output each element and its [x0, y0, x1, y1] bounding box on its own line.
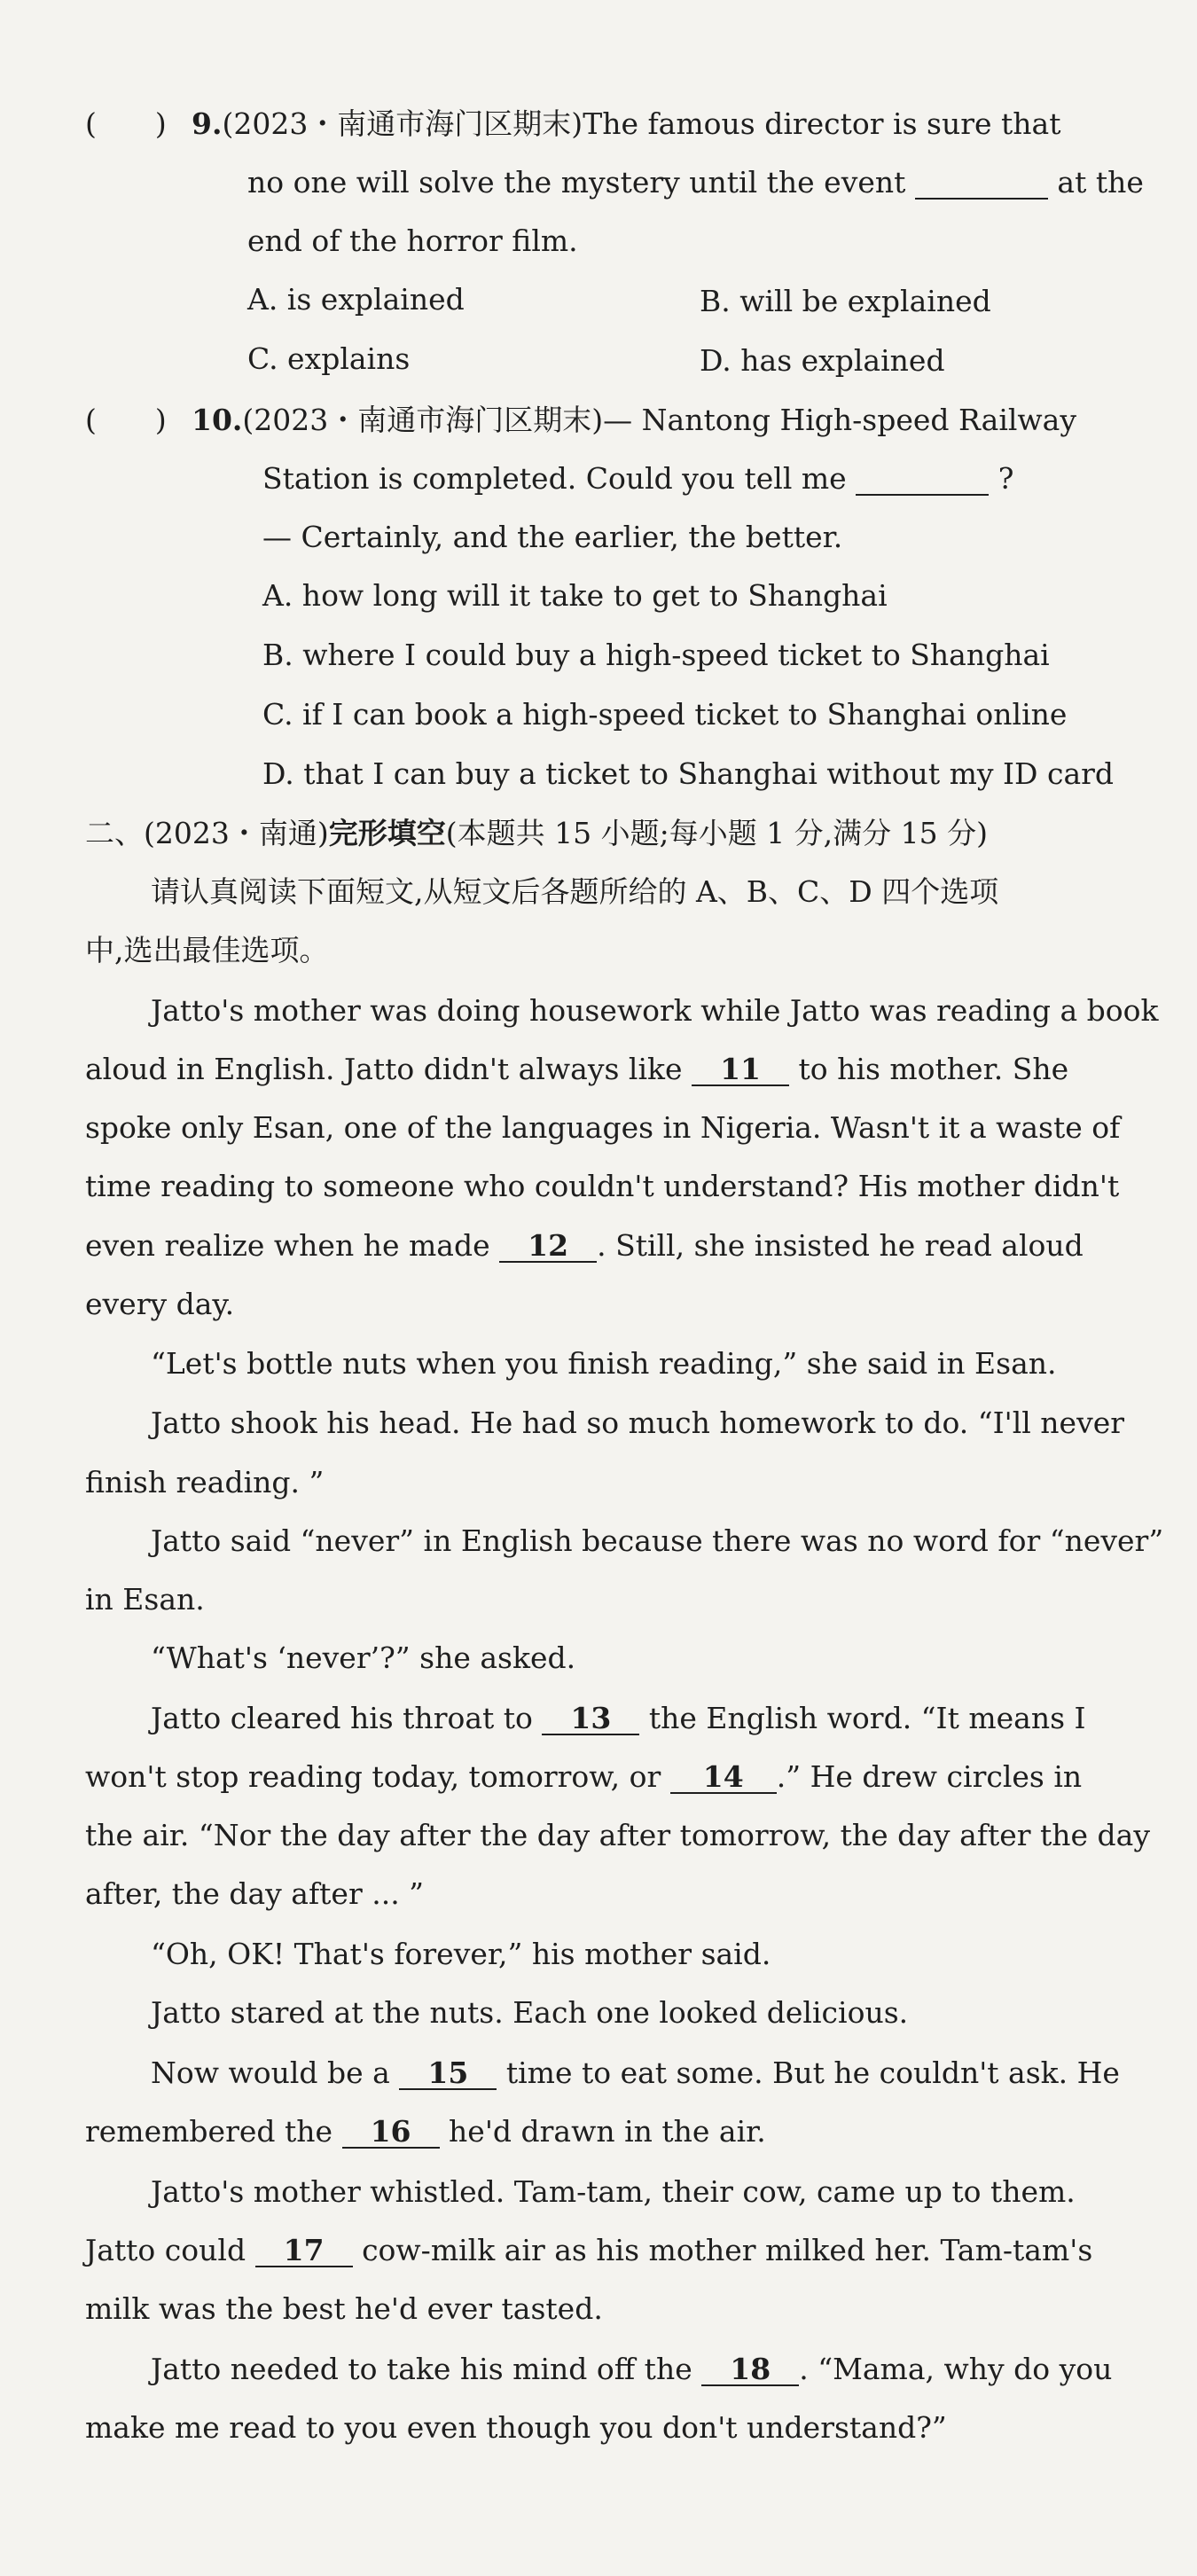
section-note: (本题共 15 小题;每小题 1 分,满分 15 分)	[445, 816, 989, 850]
question-text: The famous director is sure that	[583, 106, 1061, 141]
passage-line: milk was the best he'd ever tasted.	[85, 2291, 603, 2326]
q9-line2	[247, 163, 1144, 202]
q10-option-d: D. that I can buy a ticket to Shanghai without my ID card	[262, 756, 1115, 791]
q10-line2	[262, 459, 1013, 498]
passage-line: in Esan.	[85, 1582, 205, 1617]
passage-text: remembered the	[85, 2114, 333, 2149]
passage-text: even realize when he made	[85, 1228, 490, 1263]
blank-13[interactable]: 13	[542, 1703, 639, 1735]
question-text: end of the horror film.	[247, 223, 578, 258]
passage-text: to his mother. She	[798, 1052, 1069, 1086]
blank-14[interactable]: 14	[670, 1762, 777, 1794]
passage-line: every day.	[85, 1287, 235, 1321]
passage-text: time to eat some. But he couldn't ask. He	[505, 2055, 1120, 2090]
passage-text: Now would be a	[151, 2055, 390, 2090]
section-instruction-1: 请认真阅读下面短文,从短文后各题所给的 A、B、C、D 四个选项	[151, 874, 999, 909]
q9-line3	[247, 222, 578, 261]
passage-line	[151, 2350, 1112, 2389]
passage-line	[85, 2231, 1092, 2270]
passage-line	[85, 1226, 1084, 1265]
passage-line: the air. “Nor the day after the day after tomorrow, the day after the day	[85, 1818, 1150, 1852]
passage-text: . “Mama, why do you	[799, 2352, 1113, 2386]
answer-parentheses: ( )	[85, 403, 167, 437]
question-number: 10.	[192, 403, 243, 437]
passage-text: aloud in English. Jatto didn't always like	[85, 1052, 683, 1086]
blank-16[interactable]: 16	[342, 2117, 440, 2149]
q9-option-c: C. explains	[247, 341, 411, 376]
blank-11[interactable]: 11	[692, 1054, 789, 1086]
passage-line	[151, 1699, 1086, 1738]
passage-text: Jatto needed to take his mind off the	[151, 2352, 692, 2386]
passage-line: “What's ‘never’?” she asked.	[151, 1640, 576, 1675]
passage-text: the English word. “It means I	[648, 1701, 1086, 1735]
passage-line	[85, 1050, 1068, 1089]
question-source: (2023・南通市海门区期末)	[242, 403, 604, 437]
q9-option-d: D. has explained	[700, 343, 945, 378]
blank-18[interactable]: 18	[701, 2354, 799, 2386]
q9-option-b: B. will be explained	[700, 284, 991, 318]
passage-line	[85, 2112, 766, 2151]
passage-line	[85, 1758, 1082, 1797]
passage-line: Jatto's mother was doing housework while Jatto was reading a book	[151, 993, 1159, 1028]
passage-text: cow-milk air as his mother milked her. Tam-tam's	[362, 2233, 1093, 2267]
q10-option-a: A. how long will it take to get to Shanghai	[262, 578, 888, 613]
q9-option-a: A. is explained	[247, 282, 465, 317]
question-text: no one will solve the mystery until the event	[247, 165, 906, 200]
question-number: 9.	[192, 106, 223, 141]
passage-text: . Still, she insisted he read aloud	[597, 1228, 1084, 1263]
section-heading	[85, 814, 988, 853]
answer-blank[interactable]	[856, 464, 989, 496]
question-text: at the	[1057, 165, 1144, 200]
section-title: 完形填空	[328, 816, 446, 850]
answer-parentheses: ( )	[85, 106, 167, 141]
section-instruction-2: 中,选出最佳选项。	[85, 933, 329, 967]
section-prefix: 二、(2023・南通)	[85, 816, 329, 850]
question-text: — Nantong High-speed Railway	[603, 403, 1076, 437]
blank-17[interactable]: 17	[255, 2235, 353, 2267]
passage-line: make me read to you even though you don't understand?”	[85, 2410, 947, 2445]
passage-text: he'd drawn in the air.	[449, 2114, 766, 2149]
passage-line: Jatto said “never” in English because there was no word for “never”	[151, 1523, 1164, 1558]
passage-line: Jatto stared at the nuts. Each one looked delicious.	[151, 1995, 909, 2030]
passage-line: Jatto's mother whistled. Tam-tam, their cow, came up to them.	[151, 2174, 1076, 2209]
passage-line: after, the day after ... ”	[85, 1876, 425, 1911]
question-source: (2023・南通市海门区期末)	[222, 106, 583, 141]
q10-option-c: C. if I can book a high-speed ticket to Shanghai online	[262, 697, 1068, 732]
passage-text: Jatto cleared his throat to	[151, 1701, 533, 1735]
blank-15[interactable]: 15	[399, 2058, 497, 2090]
passage-line: “Let's bottle nuts when you finish reading,” she said in Esan.	[151, 1346, 1057, 1381]
q9-line1	[85, 105, 1060, 144]
passage-line: spoke only Esan, one of the languages in Nigeria. Wasn't it a waste of	[85, 1110, 1121, 1145]
question-text: ?	[998, 461, 1014, 496]
passage-text: won't stop reading today, tomorrow, or	[85, 1759, 661, 1794]
question-text: Station is completed. Could you tell me	[262, 461, 847, 496]
passage-line: Jatto shook his head. He had so much homework to do. “I'll never	[151, 1405, 1125, 1440]
passage-line: time reading to someone who couldn't understand? His mother didn't	[85, 1169, 1120, 1203]
passage-text: Jatto could	[85, 2233, 246, 2267]
passage-text: .” He drew circles in	[776, 1759, 1083, 1794]
passage-line	[151, 2054, 1120, 2093]
answer-blank[interactable]	[915, 168, 1048, 200]
q10-line3: — Certainly, and the earlier, the better.	[262, 520, 843, 554]
passage-line: finish reading. ”	[85, 1465, 325, 1499]
passage-line: “Oh, OK! That's forever,” his mother said.	[151, 1937, 771, 1971]
blank-12[interactable]: 12	[499, 1231, 597, 1263]
q10-line1	[85, 401, 1076, 440]
q10-option-b: B. where I could buy a high-speed ticket to Shanghai	[262, 638, 1050, 672]
